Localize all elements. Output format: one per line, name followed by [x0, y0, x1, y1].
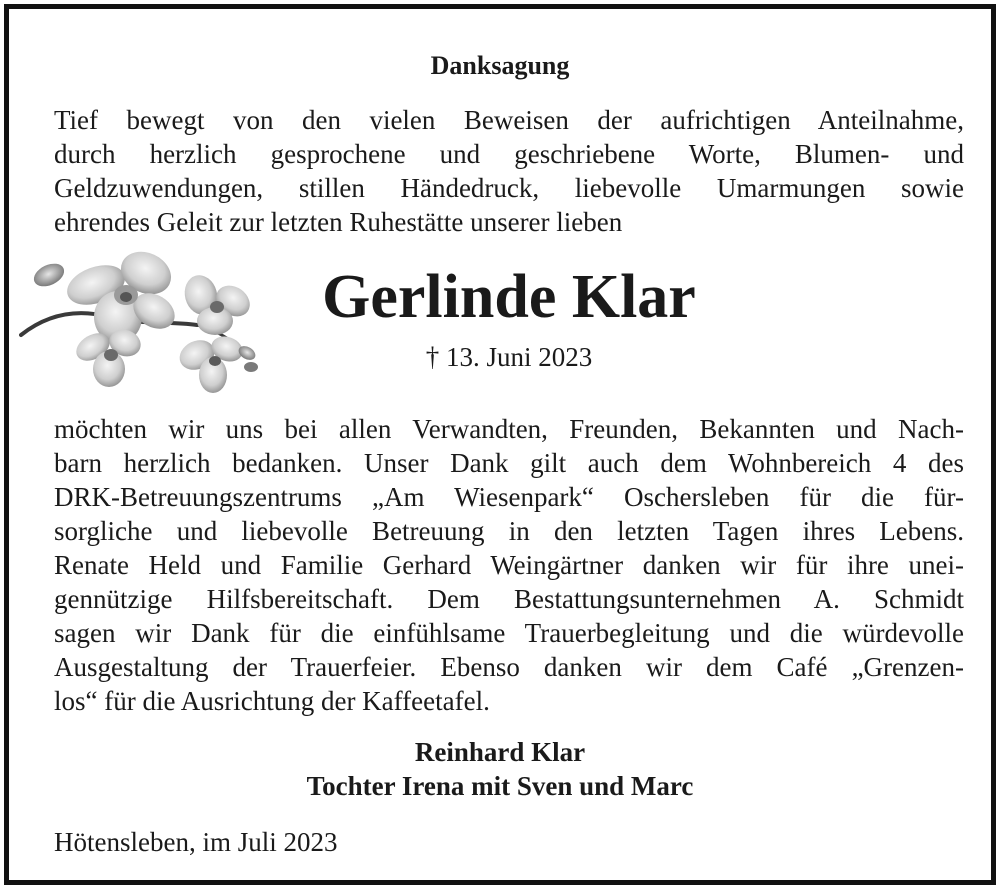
- intro-line: durch herzlich gesprochene und geschriebene Worte, Blumen- und: [54, 139, 964, 169]
- body-line: barn herzlich bedanken. Unser Dank gilt auch dem Wohnbereich 4 des: [54, 448, 964, 478]
- orchid-branch-icon: [19, 243, 259, 399]
- place-and-date: Hötensleben, im Juli 2023: [54, 827, 338, 857]
- body-line: gennützige Hilfsbereitschaft. Dem Bestattungsunternehmen A. Schmidt: [54, 584, 964, 614]
- notice-heading: Danksagung: [430, 51, 570, 80]
- body-line: sorgliche und liebevolle Betreuung in den letzten Tagen ihres Lebens.: [54, 516, 964, 546]
- intro-line: Tief bewegt von den vielen Beweisen der aufrichtigen Anteilnahme,: [54, 105, 964, 135]
- body-line: Ausgestaltung der Trauerfeier. Ebenso danken wir dem Café „Grenzen-: [54, 652, 964, 682]
- body-line: möchten wir uns bei allen Verwandten, Freunden, Bekannten und Nach-: [54, 414, 964, 444]
- death-date: † 13. Juni 2023: [425, 342, 593, 372]
- signatory: Tochter Irena mit Sven und Marc: [306, 771, 694, 801]
- intro-line: ehrendes Geleit zur letzten Ruhestätte unserer lieben: [54, 207, 623, 237]
- body-line: los“ für die Ausrichtung der Kaffeetafel.: [54, 686, 490, 716]
- deceased-name: Gerlinde Klar: [322, 263, 696, 331]
- body-line: Renate Held und Familie Gerhard Weingärtner danken wir für ihre unei-: [54, 550, 964, 580]
- body-line: sagen wir Dank für die einfühlsame Trauerbegleitung und die würdevolle: [54, 618, 964, 648]
- obituary-notice-frame: [4, 4, 996, 885]
- signatory: Reinhard Klar: [414, 737, 586, 767]
- body-line: DRK-Betreuungszentrums „Am Wiesenpark“ Oschersleben für die für-: [54, 482, 964, 512]
- intro-line: Geldzuwendungen, stillen Händedruck, liebevolle Umarmungen sowie: [54, 173, 964, 203]
